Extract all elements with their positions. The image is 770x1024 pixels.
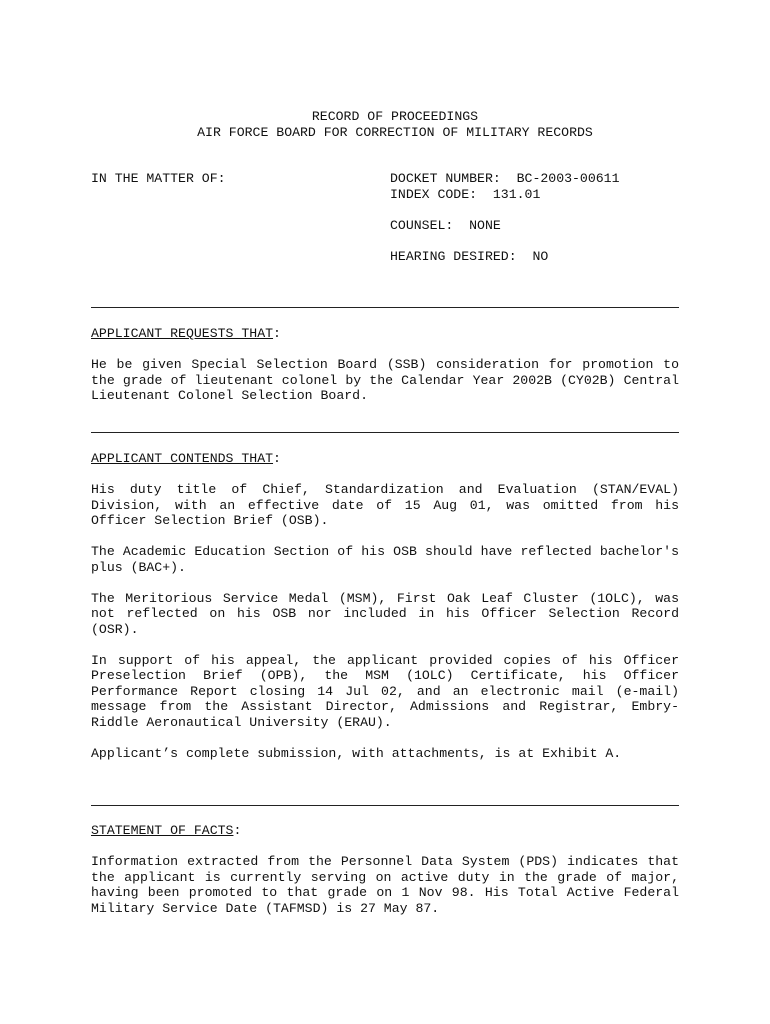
header-title-line-1: RECORD OF PROCEEDINGS [311, 109, 479, 124]
section-statement-of-facts [91, 823, 679, 916]
section-applicant-contends [91, 451, 679, 761]
paragraph: His duty title of Chief, Standardization and Evaluation (STAN/EVAL) Division, with an effective date of 15 Aug 01, was omitted from his Officer Selection Brief (OSB). [91, 482, 679, 528]
section-heading: STATEMENT OF FACTS: [91, 823, 242, 838]
case-info-block [390, 171, 620, 264]
docket-number: DOCKET NUMBER: BC-2003-00611 [390, 171, 620, 186]
hearing-desired: HEARING DESIRED: NO [390, 248, 549, 264]
paragraph: The Academic Education Section of his OSB should have reflected bachelor's plus (BAC+). [91, 544, 679, 575]
divider [91, 805, 679, 806]
section-heading: APPLICANT REQUESTS THAT: [91, 326, 281, 341]
paragraph: Information extracted from the Personnel Data System (PDS) indicates that the applicant is currently serving on active duty in the grade of major, having been promoted to that grade on 1 Nov 98. His Total Active Federal Military Service Date (TAFMSD) is 27 May 87. [91, 854, 679, 916]
divider [91, 432, 679, 433]
index-code: INDEX CODE: 131.01 [390, 186, 541, 202]
counsel: COUNSEL: NONE [390, 217, 501, 233]
divider [91, 307, 679, 308]
matter-label: IN THE MATTER OF: [91, 171, 226, 186]
paragraph: The Meritorious Service Medal (MSM), First Oak Leaf Cluster (1OLC), was not reflected on his OSB nor included in his Officer Selection Record (OSR). [91, 590, 679, 637]
header-title-line-2: AIR FORCE BOARD FOR CORRECTION OF MILITARY RECORDS [197, 124, 593, 140]
document-header [91, 109, 699, 140]
section-heading: APPLICANT CONTENDS THAT: [91, 451, 281, 466]
paragraph: Applicant’s complete submission, with attachments, is at Exhibit A. [91, 745, 622, 761]
section-applicant-requests [91, 326, 679, 404]
paragraph: In support of his appeal, the applicant provided copies of his Officer Preselection Brief (OPB), the MSM (1OLC) Certificate, his Officer Performance Report closing 14 Jul 02, and an electronic mail (e-mail) message from the Assistant Director, Admissions and Registrar, Embry-Riddle Aeronautical University (ERAU). [91, 652, 679, 730]
paragraph: He be given Special Selection Board (SSB) consideration for promotion to the grade of lieutenant colonel by the Calendar Year 2002B (CY02B) Central Lieutenant Colonel Selection Board. [91, 357, 679, 403]
